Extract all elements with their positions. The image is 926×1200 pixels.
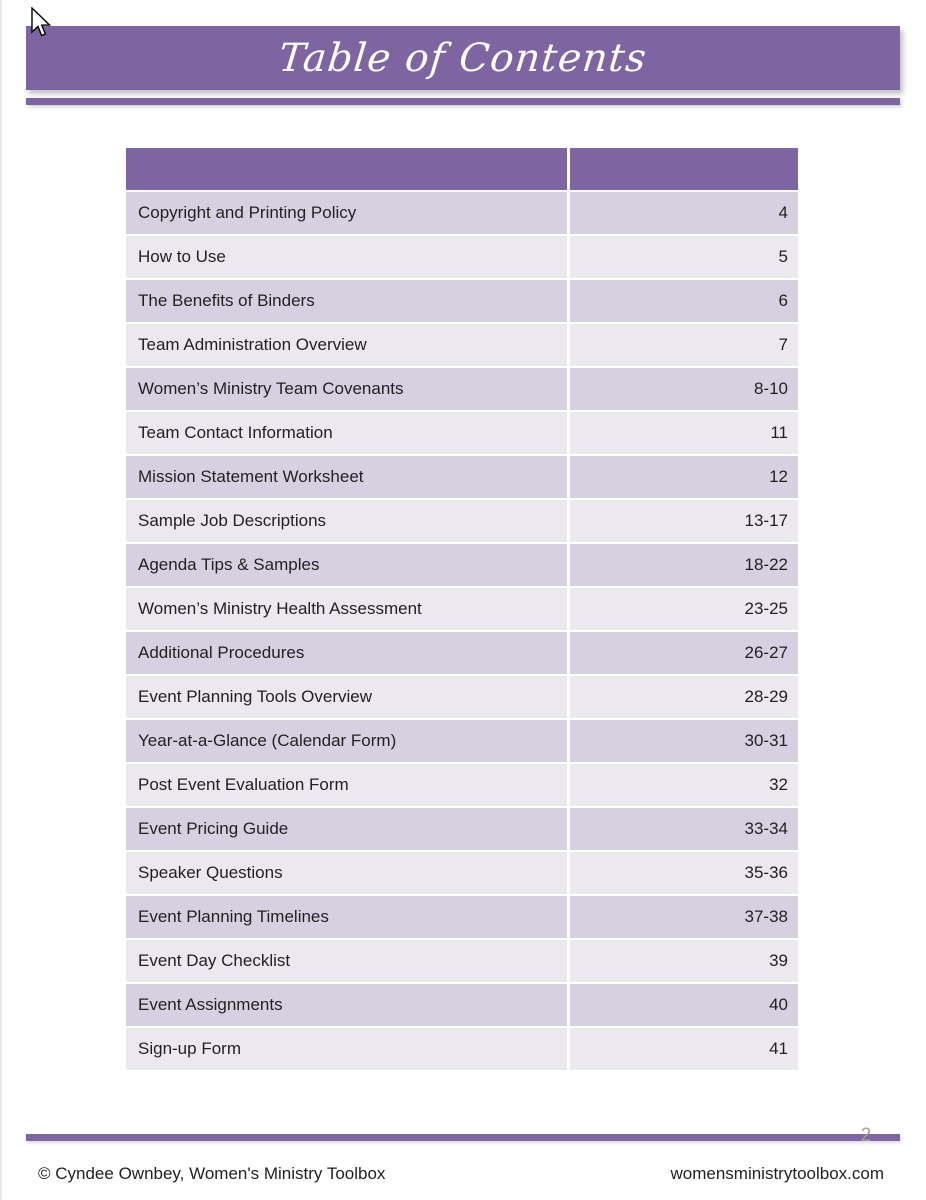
page-title: Table of Contents (276, 35, 650, 81)
toc-entry-page: 8-10 (570, 368, 798, 412)
toc-entry-page: 32 (570, 764, 798, 808)
toc-entry-title: Women’s Ministry Team Covenants (126, 368, 570, 412)
viewer-left-border (0, 0, 2, 1200)
toc-entry-page: 6 (570, 280, 798, 324)
toc-entry-page: 4 (570, 192, 798, 236)
toc-entry-title: Sign-up Form (126, 1028, 570, 1072)
table-row (126, 1028, 798, 1072)
toc-entry-title: How to Use (126, 236, 570, 280)
footer-divider-rule (26, 1134, 900, 1141)
header-banner (26, 26, 900, 90)
table-row (126, 676, 798, 720)
table-row (126, 412, 798, 456)
toc-entry-title: Event Planning Tools Overview (126, 676, 570, 720)
toc-entry-page: 5 (570, 236, 798, 280)
table-of-contents (126, 148, 798, 1072)
toc-entry-page: 26-27 (570, 632, 798, 676)
toc-entry-title: Event Planning Timelines (126, 896, 570, 940)
toc-entry-title: Additional Procedures (126, 632, 570, 676)
table-row (126, 236, 798, 280)
toc-entry-title: Women’s Ministry Health Assessment (126, 588, 570, 632)
toc-entry-page: 28-29 (570, 676, 798, 720)
toc-entry-title: Team Contact Information (126, 412, 570, 456)
table-row (126, 368, 798, 412)
table-row (126, 808, 798, 852)
table-row (126, 456, 798, 500)
toc-entry-title: Speaker Questions (126, 852, 570, 896)
toc-entry-page: 11 (570, 412, 798, 456)
toc-entry-page: 35-36 (570, 852, 798, 896)
table-row (126, 588, 798, 632)
toc-entry-page: 23-25 (570, 588, 798, 632)
toc-entry-page: 33-34 (570, 808, 798, 852)
toc-entry-title: Post Event Evaluation Form (126, 764, 570, 808)
toc-entry-page: 37-38 (570, 896, 798, 940)
toc-entry-title: Sample Job Descriptions (126, 500, 570, 544)
toc-entry-title: Team Administration Overview (126, 324, 570, 368)
toc-table-header (126, 148, 798, 192)
toc-header-title-cell (126, 148, 570, 192)
toc-header-page-cell (570, 148, 798, 192)
table-row (126, 632, 798, 676)
toc-entry-title: Agenda Tips & Samples (126, 544, 570, 588)
toc-entry-title: The Benefits of Binders (126, 280, 570, 324)
toc-entry-page: 40 (570, 984, 798, 1028)
toc-entry-page: 18-22 (570, 544, 798, 588)
toc-entry-page: 13-17 (570, 500, 798, 544)
table-row (126, 984, 798, 1028)
table-row (126, 280, 798, 324)
toc-entry-page: 7 (570, 324, 798, 368)
table-row (126, 544, 798, 588)
table-row (126, 720, 798, 764)
table-row (126, 852, 798, 896)
toc-entry-title: Event Assignments (126, 984, 570, 1028)
toc-entry-page: 30-31 (570, 720, 798, 764)
table-row (126, 192, 798, 236)
table-row (126, 940, 798, 984)
table-row (126, 764, 798, 808)
toc-entry-page: 12 (570, 456, 798, 500)
table-row (126, 324, 798, 368)
toc-entry-title: Copyright and Printing Policy (126, 192, 570, 236)
toc-entry-title: Event Day Checklist (126, 940, 570, 984)
footer-website: womensministrytoolbox.com (670, 1164, 884, 1183)
toc-entry-title: Mission Statement Worksheet (126, 456, 570, 500)
table-row (126, 500, 798, 544)
page-number: 2 (860, 1125, 872, 1146)
toc-entry-page: 41 (570, 1028, 798, 1072)
table-row (126, 896, 798, 940)
header-divider-rule (26, 98, 900, 105)
toc-header-row (126, 148, 798, 192)
toc-entry-title: Year-at-a-Glance (Calendar Form) (126, 720, 570, 764)
toc-entry-page: 39 (570, 940, 798, 984)
toc-table-body (126, 192, 798, 1072)
toc-entry-title: Event Pricing Guide (126, 808, 570, 852)
footer-copyright: © Cyndee Ownbey, Women's Ministry Toolbox (38, 1164, 386, 1183)
